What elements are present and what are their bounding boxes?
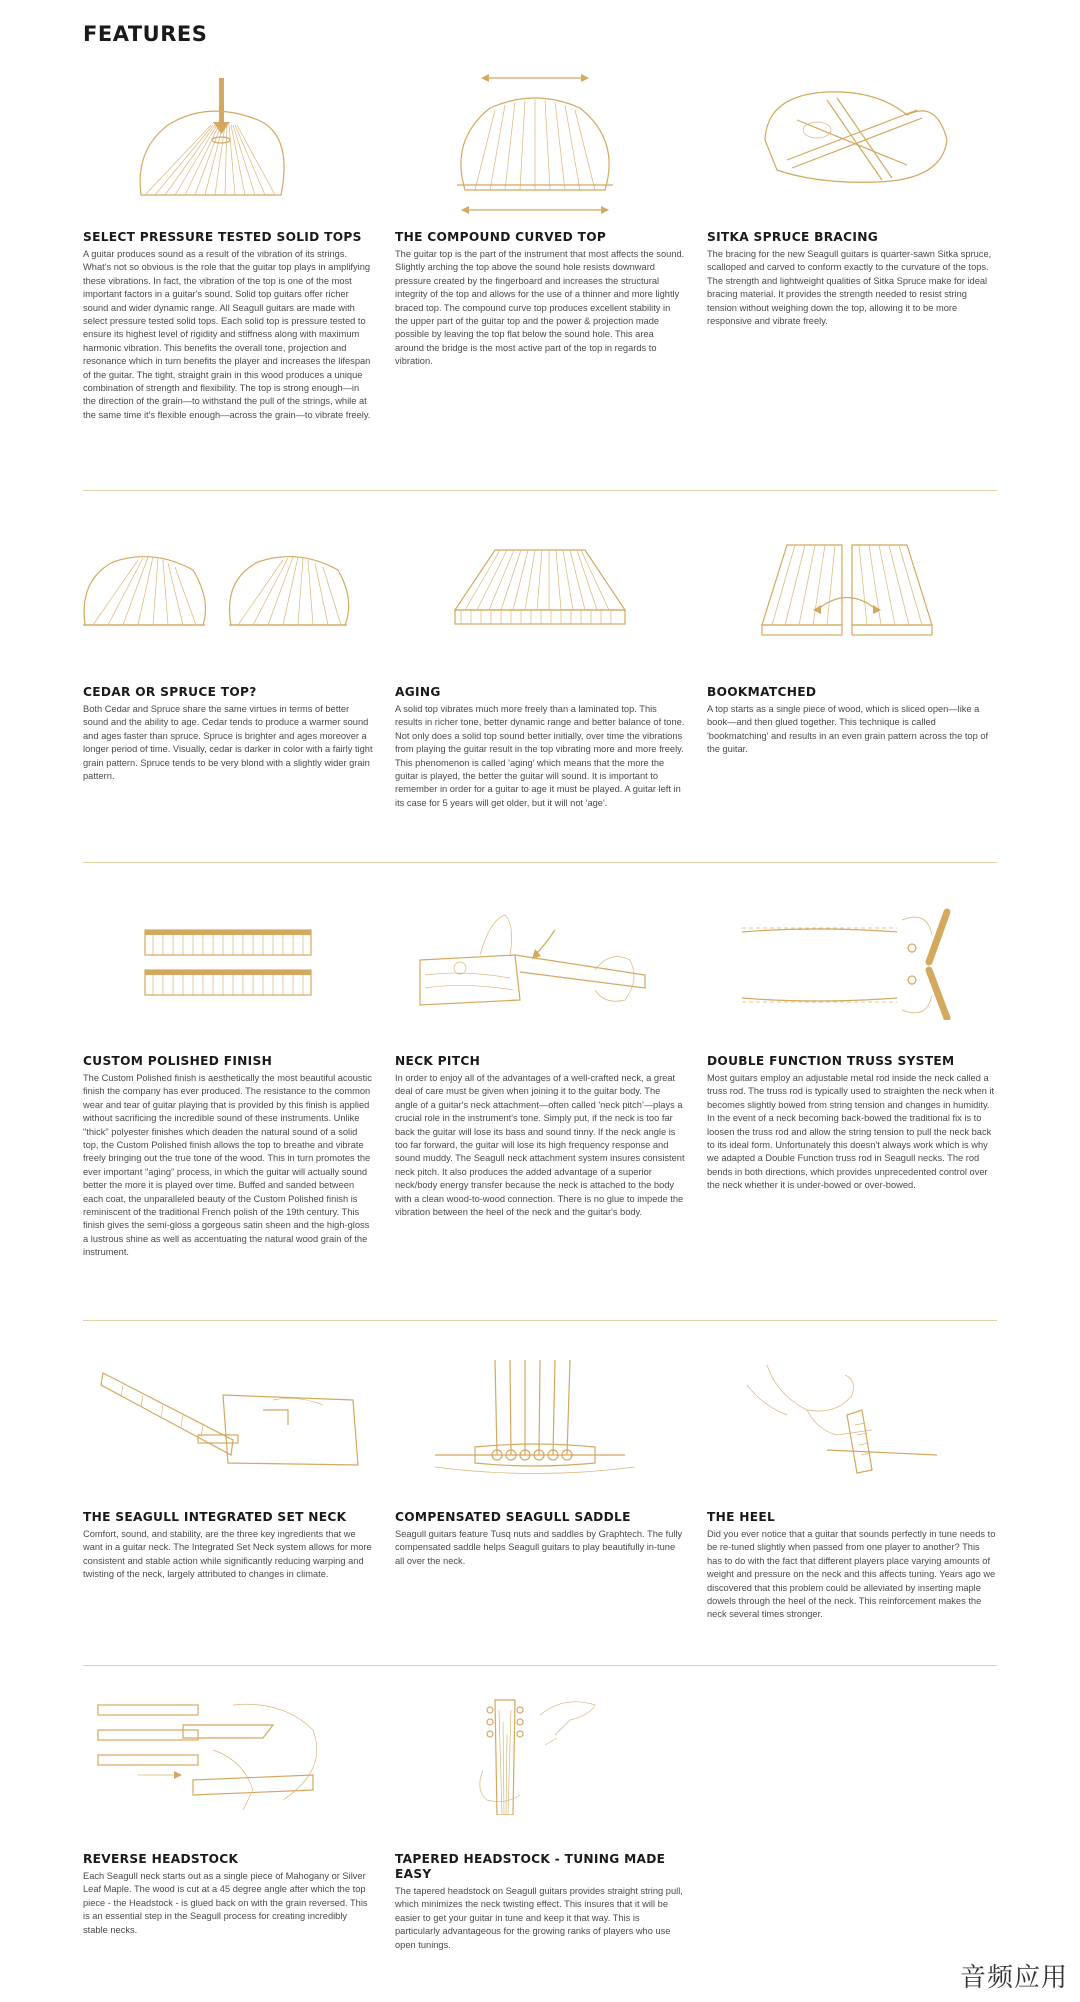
section-divider <box>83 862 997 863</box>
feature-title: NECK PITCH <box>395 1054 481 1068</box>
feature-body: Both Cedar and Spruce share the same virtues in terms of better sound and the ability to age. Cedar tends to produce a warmer sound and ages faster than spruce. Spruce is brighter and ages moreover a longer period of time. Visually, cedar is darker in color with a fairly tight grain pattern. Spruce tends to be very blond with a slightly wider grain pattern. <box>83 704 373 782</box>
feature-title: COMPENSATED SEAGULL SADDLE <box>395 1510 631 1524</box>
feature-body: Seagull guitars feature Tusq nuts and saddles by Graphtech. The fully compensated saddle helps Seagull guitars to play beautifully in-tune all over the neck. <box>395 1529 683 1566</box>
cedar-spruce-tops-icon <box>83 530 373 640</box>
feature-title: BOOKMATCHED <box>707 685 817 699</box>
feature-row-1 <box>83 70 997 470</box>
feature-title: REVERSE HEADSTOCK <box>83 1852 239 1866</box>
feature-body: The Custom Polished finish is aesthetically the most beautiful acoustic finish the company has ever produced. The resistance to the common wear and tear of guitar playing that is provided by this finish is applied without sacrificing the incredible sound of these instruments. Unlike "thick" polyester finishes which deaden the natural sound of a solid top, the Custom Polished finish allows the top to breathe and vibrate freely bringing out the true tone of the wood. This in turn promotes the ever important "aging" process, in which the guitar will actually sound better the more it is played over time. Buffed and sanded between each coat, the unparalleled beauty of the Custom Polished finish is reminiscent of the traditional French polish of the 19th century. This finish gives the semi-gloss a gorgeous satin sheen and the high-gloss a lustrous shine as well as accentuating the natural wood grain of the instrument. <box>83 1073 372 1258</box>
reverse-headstock-icon <box>83 1690 373 1815</box>
aging-wood-icon <box>395 530 685 640</box>
section-divider <box>83 1665 997 1666</box>
feature-body: The tapered headstock on Seagull guitars provides straight string pull, which minimizes the neck twisting effect. This insures that it will be easier to get your guitar in tune and keep it that way. This is particularly advantageous for the growing ranks of players who use open tunings. <box>395 1886 683 1950</box>
feature-title: SITKA SPRUCE BRACING <box>707 230 879 244</box>
feature-body: The bracing for the new Seagull guitars is quarter-sawn Sitka spruce, scalloped and carved to conform exactly to the curvature of the tops. The strength and lightweight qualities of Sitka Spruce make for ideal bracing material. It provides the strength needed to resist string tension without weighing down the top, allowing it to be more responsive and vibrate freely. <box>707 249 992 327</box>
page-title: FEATURES <box>83 22 208 46</box>
feature-title: THE HEEL <box>707 1510 776 1524</box>
polished-finish-icon <box>83 900 373 1020</box>
feature-row-4 <box>83 1355 997 1635</box>
bookmatched-icon <box>707 530 997 640</box>
feature-row-2 <box>83 530 997 850</box>
feature-title: DOUBLE FUNCTION TRUSS SYSTEM <box>707 1054 955 1068</box>
feature-body: Each Seagull neck starts out as a single piece of Mahogany or Silver Leaf Maple. The wood is cut at a 45 degree angle after which the top piece - the Headstock - is glued back on with the grain reversed. This is an essential step in the Seagull process for creating incredibly stable necks. <box>83 1871 368 1935</box>
feature-title: TAPERED HEADSTOCK - TUNING MADE EASY <box>395 1852 666 1881</box>
set-neck-icon <box>83 1355 373 1475</box>
feature-body: The guitar top is the part of the instrument that most affects the sound. Slightly arching the top above the sound hole resists downward pressure created by the fingerboard and increases the structural integrity of the top and allows for the use of a thinner and more lightly braced top. The compound curve top produces excellent stability in the upper part of the guitar top and the power & projection made possible by leaving the top flat below the sound hole. This area around the bridge is the most active part of the top in regards to vibration. <box>395 249 685 367</box>
feature-title: CEDAR OR SPRUCE TOP? <box>83 685 257 699</box>
feature-body: Most guitars employ an adjustable metal rod inside the neck called a truss rod. The truss rod is typically used to straighten the neck when it becomes slightly bowed from string tension and changes in humidity. In the event of a neck becoming back-bowed the traditional fix is to loosen the truss rod and allow the string tension to pull the neck back to its ideal form. Unfortunately this doesn't always work which is why we adapted a Double Function truss rod in Seagull necks. The rod bends in both directions, which provides unprecedented control over the neck whether it is under-bowed or over-bowed. <box>707 1073 995 1191</box>
feature-body: A top starts as a single piece of wood, which is sliced open—like a book—and then glued together. This technique is called 'bookmatching' and results in an even grain pattern across the top of the guitar. <box>707 704 989 755</box>
feature-body: A guitar produces sound as a result of the vibration of its strings. What's not so obvious is the role that the guitar top plays in amplifying these vibrations. In fact, the vibration of the top is one of the most important factors in a guitar's sound. Solid top guitars offer richer sound and wider dynamic range. All Seagull guitars are made with select pressure tested solid tops. Each solid top is pressure tested to ensure its highest level of rigidity and stiffness along with maximum harmonic vibration. This benefits the overall tone, projection and resonance which in turn benefits the player and increases the lifespan of the guitar. The tight, straight grain in this wood produces a unique combination of strength and flexibility. The top is strong enough—in the direction of the grain—to withstand the pull of the strings, while at the same time it's flexible enough—across the grain—to vibrate freely. <box>83 249 371 420</box>
compound-curved-top-icon <box>395 70 685 220</box>
feature-body: Comfort, sound, and stability, are the three key ingredients that we want in a guitar neck. The Integrated Set Neck system allows for more consistent and stable action while significantly reducing warping and twisting of the neck, largely attributed to changes in climate. <box>83 1529 372 1580</box>
feature-title: CUSTOM POLISHED FINISH <box>83 1054 273 1068</box>
neck-pitch-icon <box>395 900 685 1020</box>
feature-body: In order to enjoy all of the advantages of a well-crafted neck, a great deal of care must be given when joining it to the guitar body. The angle of a guitar's neck attachment—often called 'neck pitch'—plays a crucial role in the instrument's tone. Simply put, if the neck is too far back the guitar will lose its bass and sound tinny. If the neck angle is too far forward, the guitar will lose its high frequency response and sound muddy. The Seagull neck attachment system insures consistent neck pitch. It also produces the added advantage of a superior neck/body energy transfer because the neck is attached to the body with a clean wood-to-wood connection. There is no glue to impede the vibration between the heel of the neck and the guitar's body. <box>395 1073 685 1218</box>
feature-row-3 <box>83 900 997 1300</box>
feature-title: AGING <box>395 685 441 699</box>
section-divider <box>83 1320 997 1321</box>
feature-title: THE SEAGULL INTEGRATED SET NECK <box>83 1510 347 1524</box>
truss-rod-icon <box>707 900 997 1020</box>
feature-title: THE COMPOUND CURVED TOP <box>395 230 607 244</box>
feature-body: A solid top vibrates much more freely than a laminated top. This results in richer tone, better dynamic range and better balance of tone. Not only does a solid top sound better initially, over time the vibrations from playing the guitar result in the top vibrating more and more freely. This phenomenon is called 'aging' which means that the more the guitar is played, the better the guitar will sound. It is important to remember in order for a guitar to age it must be played. A guitar left in its case for 5 years will get older, but it will not 'age'. <box>395 704 685 808</box>
saddle-icon <box>395 1355 685 1475</box>
heel-icon <box>707 1355 997 1475</box>
feature-body: Did you ever notice that a guitar that sounds perfectly in tune needs to be re-tuned slightly when passed from one player to another? This has to do with the fact that different players place varying amounts of weight and pressure on the neck and this affects tuning. Years ago we discovered that this problem could be alleviated by inserting maple dowels through the heel of the neck. This reinforcement makes the neck several times stronger. <box>707 1529 996 1620</box>
pressure-tested-top-icon <box>83 70 373 220</box>
watermark: 音频应用 <box>959 1963 1068 1993</box>
section-divider <box>83 490 997 491</box>
spruce-bracing-icon <box>707 70 997 220</box>
feature-title: SELECT PRESSURE TESTED SOLID TOPS <box>83 230 362 244</box>
feature-row-5 <box>83 1690 997 1980</box>
tapered-headstock-icon <box>395 1690 685 1815</box>
